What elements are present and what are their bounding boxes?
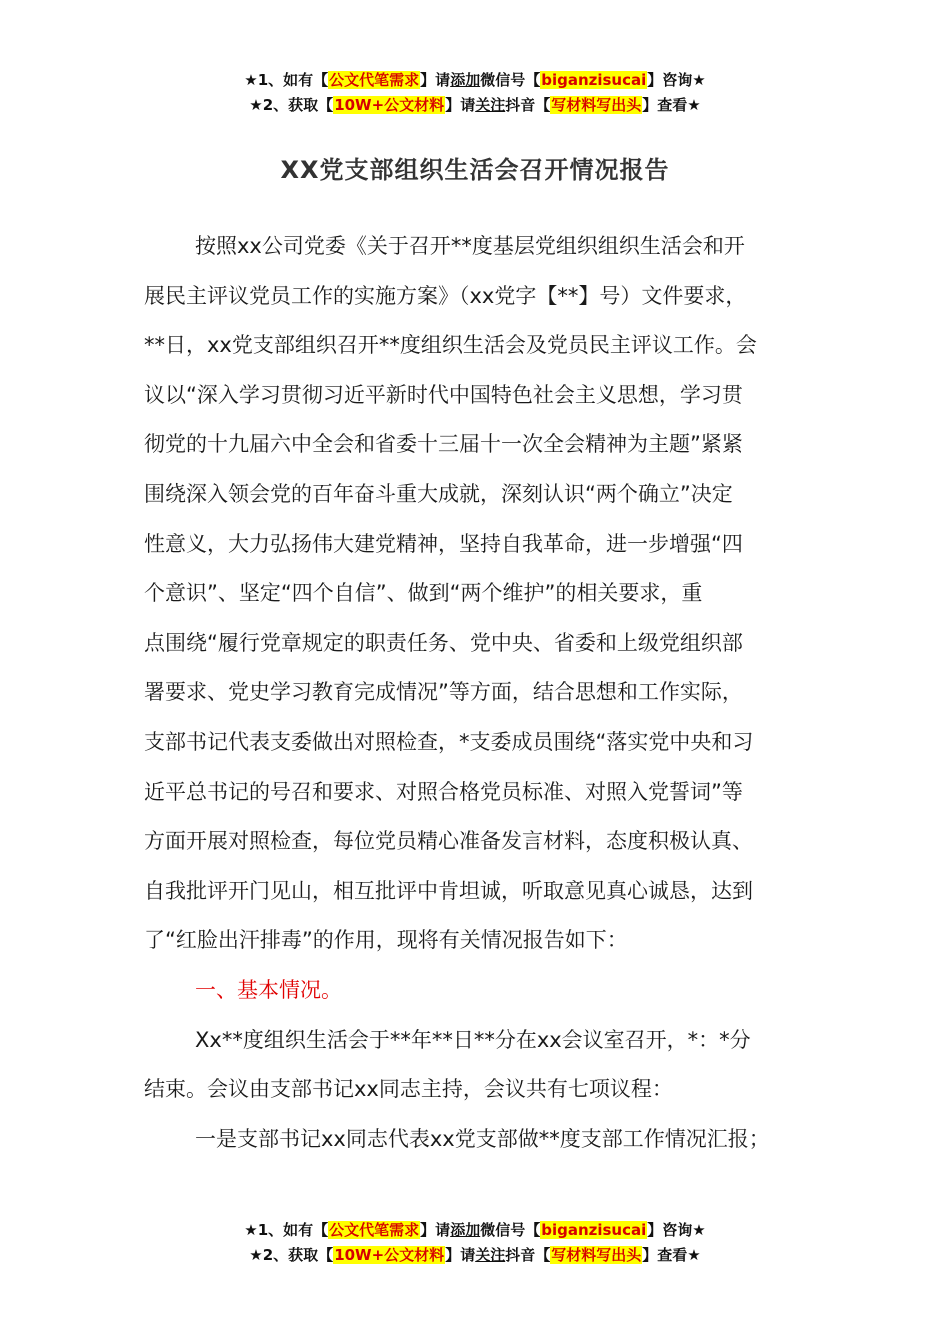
promo-text: 】请: [445, 1246, 476, 1264]
body-line: 署要求、党史学习教育完成情况”等方面，结合思想和工作实际，: [144, 680, 743, 705]
promo-line-1: [0, 1218, 950, 1243]
promo-text: 】咨询★: [647, 1221, 706, 1239]
promo-text: 】请: [420, 71, 451, 89]
promo-wechat-id: biganzisucai: [541, 1221, 647, 1239]
promo-text: ★2、获取【: [249, 96, 334, 114]
body-line: 按照xx公司党委《关于召开**度基层党组织组织生活会和开: [195, 234, 745, 258]
promo-text: 微信号【: [480, 1221, 541, 1239]
body-line: 展民主评议党员工作的实施方案》（xx党字【**】号）文件要求，: [144, 283, 747, 308]
promo-text: 】请: [420, 1221, 451, 1239]
promo-line-1: [0, 68, 950, 93]
promo-highlight: 公文代笔需求: [329, 1221, 420, 1239]
section-heading: 一、基本情况。: [195, 977, 342, 1002]
body-line: 彻党的十九届六中全会和省委十三届十一次全会精神为主题”紧紧: [144, 432, 743, 457]
promo-text: 抖音【: [505, 1246, 551, 1264]
promo-douyin-id: 写材料写出头: [551, 1246, 642, 1264]
body-line: **日，xx党支部组织召开**度组织生活会及党员民主评议工作。会: [144, 333, 757, 358]
document-body: [144, 222, 824, 1164]
body-line: 自我批评开门见山，相互批评中肯坦诚，听取意见真心诚恳，达到: [144, 878, 753, 903]
promo-highlight: 10W+公文材料: [334, 1246, 445, 1264]
promo-highlight: 公文代笔需求: [329, 71, 420, 89]
promo-text: 抖音【: [505, 96, 551, 114]
body-line: 性意义，大力弘扬伟大建党精神，坚持自我革命，进一步增强“四: [144, 531, 743, 556]
footer-promo-banner: [0, 1218, 950, 1268]
promo-text: ★2、获取【: [249, 1246, 334, 1264]
promo-text: 】请: [445, 96, 476, 114]
promo-text: ★1、如有【: [244, 1221, 329, 1239]
body-line: 支部书记代表支委做出对照检查，*支委成员围绕“落实党中央和习: [144, 729, 754, 754]
promo-text: ★1、如有【: [244, 71, 329, 89]
promo-underlined: 关注: [475, 96, 506, 114]
body-line: 点围绕“履行党章规定的职责任务、党中央、省委和上级党组织部: [144, 630, 743, 655]
promo-douyin-id: 写材料写出头: [551, 96, 642, 114]
promo-line-2: [0, 93, 950, 118]
body-line: 围绕深入领会党的百年奋斗重大成就，深刻认识“两个确立”决定: [144, 481, 733, 506]
promo-wechat-id: biganzisucai: [541, 71, 647, 89]
promo-text: 微信号【: [480, 71, 541, 89]
body-line: 议以“深入学习贯彻习近平新时代中国特色社会主义思想，学习贯: [144, 382, 743, 407]
promo-text: 】查看★: [642, 96, 701, 114]
promo-text: 】查看★: [642, 1246, 701, 1264]
promo-underlined: 添加: [450, 71, 481, 89]
promo-highlight: 10W+公文材料: [334, 96, 445, 114]
body-line: 方面开展对照检查，每位党员精心准备发言材料，态度积极认真、: [144, 829, 753, 854]
promo-text: 】咨询★: [647, 71, 706, 89]
promo-underlined: 添加: [450, 1221, 481, 1239]
promo-line-2: [0, 1243, 950, 1268]
body-line: 了“红脸出汗排毒”的作用，现将有关情况报告如下：: [144, 928, 628, 953]
promo-underlined: 关注: [475, 1246, 506, 1264]
body-line: 个意识”、坚定“四个自信”、做到“两个维护”的相关要求，重: [144, 581, 703, 606]
body-line: 结束。会议由支部书记xx同志主持，会议共有七项议程：: [144, 1077, 673, 1102]
body-line: Xx**度组织生活会于**年**日**分在xx会议室召开，*：*分: [195, 1027, 751, 1052]
document-title: XX党支部组织生活会召开情况报告: [280, 156, 670, 184]
header-promo-banner: [0, 68, 950, 118]
body-line: 近平总书记的号召和要求、对照合格党员标准、对照入党誓词”等: [144, 779, 743, 804]
body-line: 一是支部书记xx同志代表xx党支部做**度支部工作情况汇报；: [195, 1126, 770, 1151]
